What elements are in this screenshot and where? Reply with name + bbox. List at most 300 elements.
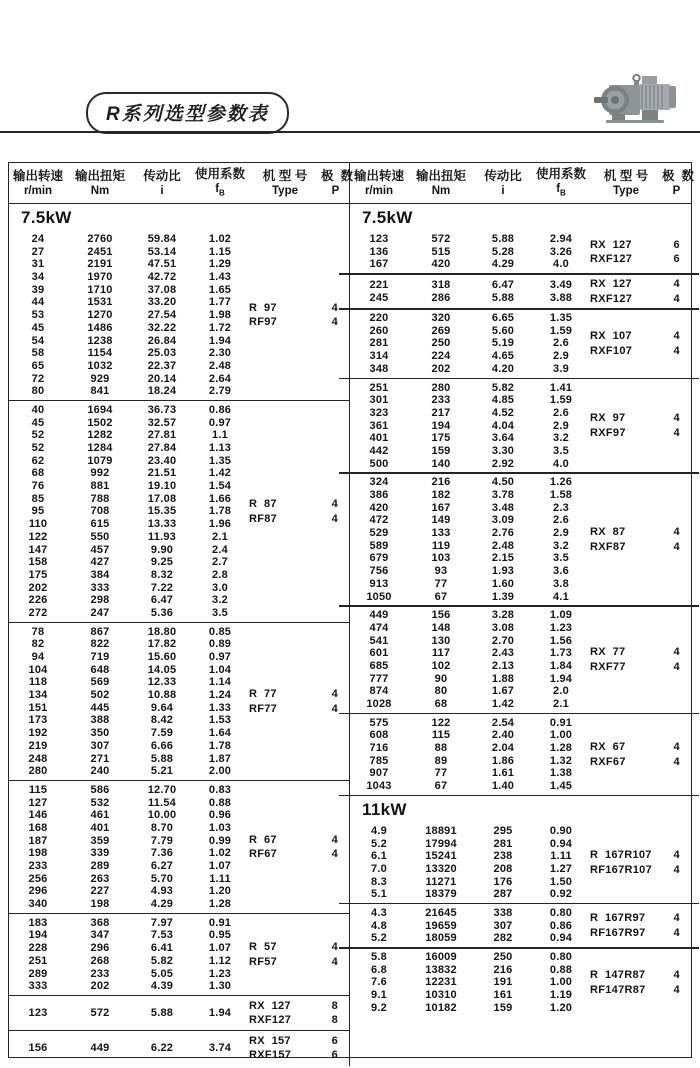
speed-value: 420	[369, 501, 389, 514]
torque-value: 159	[431, 444, 451, 457]
table-row	[9, 429, 249, 442]
service-factor-value: 1.11	[550, 850, 572, 863]
table-row	[9, 822, 249, 835]
ratio-value: 25.03	[147, 347, 177, 360]
table-row	[9, 847, 249, 860]
torque-value: 233	[90, 967, 110, 980]
speed-value: 323	[369, 406, 389, 419]
model-type: RX 107	[590, 330, 632, 343]
table-row	[9, 885, 249, 898]
service-factor-value: 1.56	[549, 634, 573, 647]
ratio-value: 22.37	[147, 359, 177, 372]
model-type-column	[590, 825, 662, 901]
torque-value: 122	[431, 716, 451, 729]
service-factor-value: 0.80	[549, 906, 573, 919]
data-rows	[9, 233, 249, 398]
service-factor-value: 1.65	[208, 283, 232, 296]
ratio-value: 5.82	[491, 381, 515, 394]
torque-value: 198	[90, 898, 110, 911]
pole-count: 6	[673, 238, 680, 251]
speed-value: 85	[31, 492, 45, 505]
model-type-column	[590, 717, 662, 793]
ratio-value: 13.33	[147, 518, 177, 531]
data-rows	[350, 233, 590, 271]
service-factor-value: 3.88	[549, 291, 573, 304]
power-rating-label: 7.5kW	[362, 208, 413, 227]
torque-value: 1238	[87, 334, 113, 347]
service-factor-value: 3.8	[553, 577, 569, 590]
service-factor-value: 1.94	[208, 1007, 232, 1020]
pole-column	[662, 907, 691, 945]
torque-value: 359	[90, 834, 110, 847]
table-row	[350, 660, 590, 673]
table-row	[9, 727, 249, 740]
table-row	[350, 780, 590, 793]
table-row	[9, 467, 249, 480]
ratio-value: 3.30	[491, 444, 515, 457]
service-factor-value: 1.58	[549, 489, 573, 501]
gear-motor-image	[592, 68, 684, 134]
service-factor-value: 1.66	[208, 492, 232, 505]
table-row	[9, 651, 249, 664]
ratio-value: 282	[493, 932, 513, 945]
column-header	[590, 169, 662, 199]
ratio-value: 2.92	[491, 457, 515, 470]
speed-value: 53	[31, 309, 45, 322]
pole-count: 4	[673, 344, 680, 357]
speed-value: 82	[31, 638, 45, 651]
speed-value: 449	[369, 609, 389, 622]
gear-block	[9, 781, 349, 914]
speed-value: 7.6	[371, 976, 387, 989]
column-header	[67, 169, 133, 199]
speed-value: 716	[369, 742, 389, 755]
gear-block	[350, 904, 691, 948]
ratio-value: 5.36	[150, 606, 174, 619]
pole-count: 4	[673, 912, 680, 925]
service-factor-value: 2.8	[212, 568, 228, 581]
table-row	[9, 784, 249, 797]
table-row	[9, 664, 249, 677]
service-factor-value: 1.30	[208, 980, 232, 993]
torque-value: 77	[434, 767, 448, 780]
service-factor-value: 2.94	[549, 233, 573, 245]
torque-value: 333	[90, 581, 110, 594]
ratio-value: 7.59	[150, 727, 174, 740]
table-row	[350, 673, 590, 686]
torque-value: 1531	[87, 296, 113, 309]
speed-value: 245	[369, 291, 389, 304]
ratio-value: 9.64	[150, 701, 174, 714]
service-factor-value: 0.88	[549, 963, 573, 976]
table-row	[350, 552, 590, 565]
service-factor-value: 4.1	[553, 590, 569, 603]
torque-value: 298	[90, 594, 110, 607]
ratio-value: 11.54	[148, 796, 176, 809]
service-factor-value: 2.9	[553, 419, 569, 432]
service-factor-value: 3.5	[212, 606, 228, 619]
table-row	[350, 876, 590, 889]
torque-value: 881	[90, 480, 110, 493]
model-type: RXF107	[590, 344, 633, 357]
model-type: R 167R97	[590, 912, 646, 925]
gear-block	[9, 623, 349, 781]
data-rows	[9, 626, 249, 778]
torque-value: 13832	[425, 963, 457, 976]
ratio-value: 4.29	[491, 258, 515, 271]
torque-value: 280	[431, 381, 451, 394]
torque-value: 271	[90, 752, 110, 765]
table-row	[9, 1042, 249, 1055]
table-row	[9, 942, 249, 955]
torque-value: 18059	[425, 932, 457, 945]
model-type: RX 127	[249, 999, 291, 1012]
service-factor-value: 2.6	[553, 337, 569, 350]
model-type: RF167R107	[590, 863, 653, 876]
torque-value: 67	[434, 590, 448, 603]
service-factor-value: 4.0	[553, 457, 569, 470]
column-header-label: 机 型 号	[262, 169, 308, 183]
ratio-value: 6.22	[150, 1042, 174, 1055]
speed-value: 54	[31, 334, 45, 347]
speed-value: 104	[28, 663, 48, 676]
ratio-value: 7.97	[150, 916, 174, 929]
service-factor-value: 1.32	[549, 754, 573, 767]
speed-value: 272	[28, 606, 48, 619]
table-row	[350, 755, 590, 768]
speed-value: 167	[369, 258, 389, 271]
ratio-value: 1.60	[491, 577, 515, 590]
service-factor-value: 1.02	[208, 233, 232, 245]
torque-value: 1032	[87, 359, 113, 372]
torque-value: 11271	[425, 875, 457, 888]
model-type-column	[590, 382, 662, 471]
speed-value: 45	[31, 416, 45, 429]
column-header-label: 传动比	[484, 169, 522, 183]
table-row	[9, 898, 249, 911]
ratio-value: 1.86	[491, 754, 515, 767]
table-row	[350, 825, 590, 838]
torque-value: 339	[90, 847, 110, 860]
table-row	[9, 347, 249, 360]
torque-value: 148	[431, 621, 451, 634]
pole-count: 4	[331, 702, 338, 715]
model-type-column	[590, 951, 662, 1014]
torque-value: 93	[434, 565, 448, 578]
ratio-value: 5.19	[491, 337, 515, 350]
torque-value: 117	[431, 647, 451, 660]
torque-value: 1710	[87, 283, 113, 296]
table-row	[350, 292, 590, 305]
service-factor-value: 1.73	[549, 647, 573, 660]
ratio-value: 1.88	[491, 672, 515, 685]
ratio-value: 287	[493, 888, 513, 901]
column-header-label: 使用系数	[194, 167, 245, 182]
pole-count: 4	[673, 330, 680, 343]
pole-count: 8	[331, 999, 338, 1012]
speed-value: 221	[369, 278, 389, 291]
speed-value: 45	[31, 321, 45, 334]
speed-value: 314	[369, 350, 389, 363]
model-type: RXF87	[590, 540, 626, 553]
service-factor-value: 2.1	[553, 698, 569, 710]
pole-column	[662, 951, 691, 1014]
table-row	[350, 635, 590, 648]
table-row	[9, 493, 249, 506]
torque-value: 449	[90, 1042, 110, 1055]
power-rating-label: 7.5kW	[21, 208, 72, 227]
speed-value: 115	[28, 783, 48, 796]
service-factor-value: 1.28	[208, 898, 232, 911]
table-row	[350, 729, 590, 742]
torque-value: 149	[431, 514, 451, 527]
selection-table	[8, 162, 694, 1062]
ratio-value: 12.33	[147, 676, 177, 689]
torque-value: 102	[431, 659, 451, 672]
gear-block	[350, 606, 691, 714]
torque-value: 156	[431, 609, 451, 622]
table-row	[350, 920, 590, 933]
torque-value: 420	[431, 258, 451, 271]
pole-column	[662, 825, 691, 901]
speed-value: 5.1	[371, 888, 387, 901]
ratio-value: 21.51	[147, 467, 177, 480]
service-factor-value: 3.6	[553, 565, 569, 578]
speed-value: 4.8	[371, 919, 387, 932]
service-factor-value: 1.54	[208, 480, 232, 493]
torque-value: 10310	[425, 989, 457, 1002]
ratio-value: 1.67	[491, 685, 515, 698]
service-factor-value: 0.90	[549, 824, 573, 837]
speed-value: 301	[369, 394, 389, 407]
speed-value: 168	[28, 821, 48, 834]
column-header	[191, 167, 249, 200]
model-type-column	[590, 312, 662, 375]
speed-value: 233	[28, 860, 48, 872]
speed-value: 58	[31, 347, 45, 360]
torque-value: 615	[90, 518, 110, 531]
torque-value: 202	[90, 980, 110, 993]
pole-count: 4	[331, 848, 338, 861]
power-section	[9, 204, 349, 1066]
pole-count: 4	[331, 955, 338, 968]
service-factor-value: 0.88	[208, 796, 232, 809]
ratio-value: 5.88	[491, 291, 515, 304]
ratio-value: 1.40	[491, 780, 515, 793]
table-row	[350, 432, 590, 445]
torque-value: 572	[431, 233, 451, 245]
table-row	[350, 989, 590, 1002]
service-factor-value: 2.30	[208, 347, 232, 360]
torque-value: 217	[431, 406, 451, 419]
ratio-value: 7.53	[150, 929, 174, 942]
torque-value: 68	[434, 698, 448, 710]
table-row	[350, 489, 590, 502]
service-factor-value: 1.03	[208, 821, 232, 834]
pole-column	[320, 999, 349, 1028]
pole-column	[320, 917, 349, 993]
data-rows	[9, 1034, 249, 1063]
gear-block	[350, 274, 691, 309]
speed-value: 1028	[366, 698, 392, 710]
speed-value: 80	[31, 385, 45, 398]
torque-value: 1284	[87, 442, 113, 454]
service-factor-value: 1.28	[549, 742, 573, 755]
model-type: RX 77	[590, 646, 626, 659]
table-body	[9, 204, 691, 1066]
model-type: R 77	[249, 688, 277, 701]
speed-value: 679	[369, 552, 389, 565]
table-row	[9, 505, 249, 518]
table-column-right	[350, 204, 691, 1066]
service-factor-value: 1.42	[208, 467, 232, 480]
table-row	[9, 556, 249, 569]
speed-value: 34	[31, 271, 45, 284]
ratio-value: 32.22	[147, 321, 177, 334]
pole-count: 4	[673, 983, 680, 996]
torque-value: 224	[431, 350, 451, 363]
service-factor-value: 1.87	[208, 752, 232, 765]
service-factor-value: 2.7	[212, 556, 228, 569]
speed-value: 27	[31, 245, 45, 258]
service-factor-value: 0.97	[208, 416, 232, 429]
speed-value: 183	[28, 916, 48, 929]
torque-value: 19659	[425, 919, 457, 932]
data-rows	[350, 609, 590, 711]
service-factor-value: 0.94	[549, 837, 573, 850]
ratio-value: 3.78	[491, 489, 515, 501]
service-factor-value: 2.6	[553, 406, 569, 419]
column-header	[408, 169, 474, 199]
pole-column	[320, 1034, 349, 1063]
torque-value: 867	[90, 625, 110, 638]
service-factor-value: 1.59	[549, 394, 573, 407]
pole-count: 4	[673, 526, 680, 539]
torque-value: 216	[431, 476, 451, 489]
speed-value: 40	[31, 403, 45, 416]
service-factor-value: 1.77	[208, 296, 232, 309]
table-row	[9, 531, 249, 544]
table-row	[9, 689, 249, 702]
pole-count: 4	[673, 863, 680, 876]
service-factor-value: 1.04	[208, 663, 232, 676]
ratio-value: 3.64	[491, 432, 515, 445]
title-divider	[0, 131, 700, 133]
data-rows	[350, 951, 590, 1014]
ratio-value: 5.05	[150, 967, 174, 980]
speed-value: 251	[369, 381, 389, 394]
speed-value: 94	[31, 651, 45, 663]
model-type: R 147R87	[590, 969, 646, 982]
data-rows	[350, 476, 590, 603]
ratio-value: 307	[493, 919, 513, 932]
speed-value: 340	[28, 898, 48, 911]
model-type-column	[590, 609, 662, 711]
ratio-value: 27.84	[147, 442, 177, 454]
torque-value: 427	[90, 556, 110, 569]
speed-value: 472	[369, 514, 389, 527]
torque-value: 550	[90, 530, 110, 543]
speed-value: 52	[31, 429, 45, 442]
speed-value: 122	[28, 530, 48, 543]
service-factor-value: 1.07	[208, 860, 232, 872]
gear-block	[350, 309, 691, 378]
column-header	[249, 169, 321, 199]
service-factor-value: 2.9	[553, 527, 569, 540]
speed-value: 9.2	[371, 1001, 387, 1014]
speed-value: 601	[369, 647, 389, 660]
table-row	[9, 480, 249, 493]
column-header-label: 输出扭矩	[415, 169, 466, 183]
ratio-value: 3.48	[491, 501, 515, 514]
speed-value: 289	[28, 967, 48, 980]
service-factor-value: 0.86	[549, 919, 573, 932]
table-row	[350, 565, 590, 578]
torque-value: 296	[90, 942, 110, 955]
model-type: R 67	[249, 833, 277, 846]
column-header-label: 输出扭矩	[74, 169, 125, 183]
model-type: RF77	[249, 702, 278, 715]
ratio-value: 4.39	[150, 980, 174, 993]
speed-value: 9.1	[371, 989, 387, 1002]
table-row	[350, 420, 590, 433]
pole-count: 6	[331, 1049, 338, 1062]
table-row	[9, 968, 249, 981]
table-row	[9, 607, 249, 620]
torque-value: 80	[434, 685, 448, 698]
torque-value: 12231	[425, 976, 457, 989]
table-row	[350, 394, 590, 407]
speed-value: 256	[28, 872, 48, 885]
speed-value: 192	[28, 727, 48, 740]
service-factor-value: 4.0	[553, 258, 569, 271]
table-row	[9, 740, 249, 753]
pole-column	[662, 609, 691, 711]
speed-value: 156	[28, 1042, 48, 1055]
data-rows	[350, 312, 590, 375]
pole-count: 4	[331, 833, 338, 846]
table-row	[350, 647, 590, 660]
pole-column	[662, 382, 691, 471]
speed-value: 500	[369, 457, 389, 470]
table-row	[350, 742, 590, 755]
pole-count: 4	[673, 969, 680, 982]
service-factor-value: 3.2	[553, 432, 569, 445]
table-row	[350, 279, 590, 292]
model-type: R 97	[249, 301, 277, 314]
column-header-label: 机 型 号	[603, 169, 649, 183]
torque-value: 2760	[87, 233, 113, 245]
ratio-value: 17.82	[147, 638, 177, 651]
speed-value: 7.0	[371, 862, 387, 875]
table-row	[9, 284, 249, 297]
model-type: RX 97	[590, 412, 626, 425]
torque-value: 18891	[425, 824, 457, 837]
pole-count: 4	[673, 755, 680, 768]
speed-value: 248	[28, 752, 48, 765]
speed-value: 251	[28, 954, 48, 967]
column-header-label: 极 数	[662, 169, 694, 183]
service-factor-value: 0.86	[208, 403, 232, 416]
column-header-label: 传动比	[143, 169, 181, 183]
ratio-value: 26.84	[147, 334, 177, 347]
model-type: RF57	[249, 955, 278, 968]
speed-value: 136	[369, 245, 389, 258]
service-factor-value: 2.0	[553, 685, 569, 698]
model-type: RX 67	[590, 741, 626, 754]
speed-value: 401	[369, 432, 389, 445]
table-row	[350, 540, 590, 553]
